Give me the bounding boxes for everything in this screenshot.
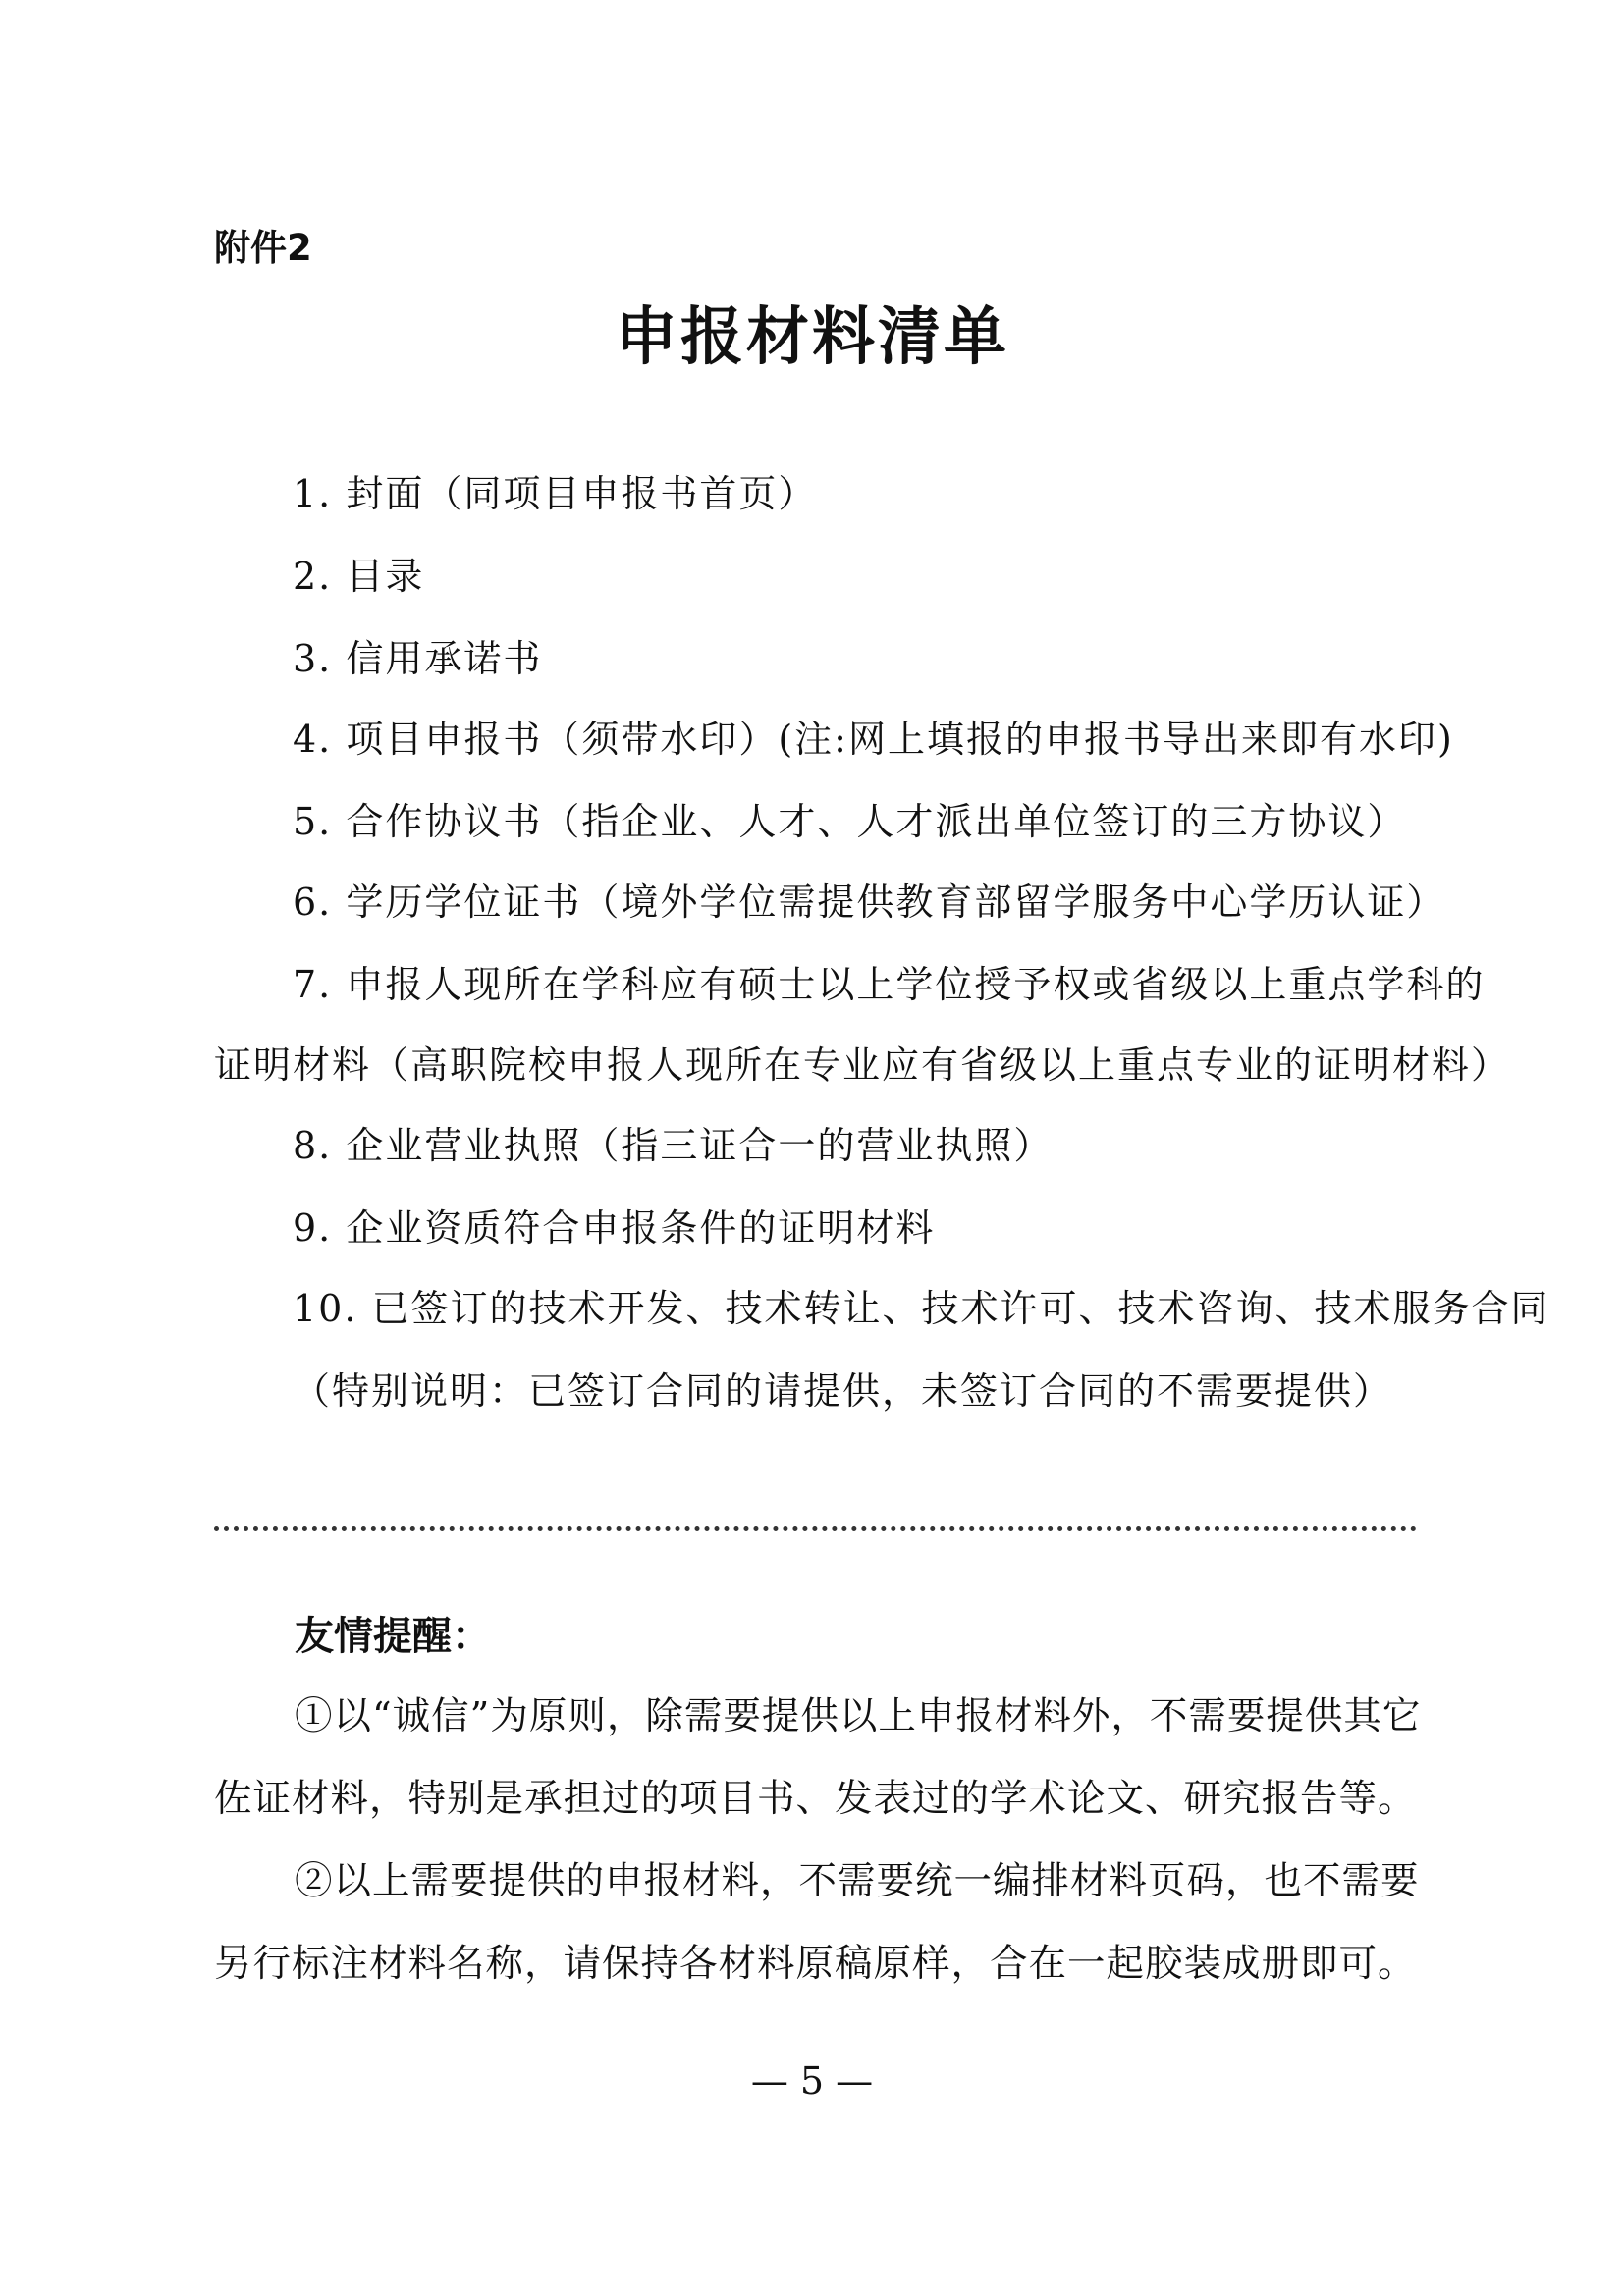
- list-item-10-note: （特别说明：已签订合同的请提供，未签订合同的不需要提供）: [293, 1369, 1393, 1413]
- reminder-line-4: 另行标注材料名称，请保持各材料原稿原样，合在一起胶装成册即可。: [214, 1942, 1417, 1986]
- reminder-title: 友情提醒：: [295, 1613, 491, 1659]
- dotted-separator: [214, 1526, 1417, 1531]
- reminder-line-3: ②以上需要提供的申报材料，不需要统一编排材料页码，也不需要: [295, 1859, 1420, 1903]
- document-title: 申报材料清单: [615, 300, 1009, 374]
- attachment-label: 附件2: [214, 227, 312, 269]
- page-number: — 5 —: [750, 2059, 874, 2103]
- list-item-6: 6. 学历学位证书（境外学位需提供教育部留学服务中心学历认证）: [293, 881, 1446, 924]
- list-item-9: 9. 企业资质符合申报条件的证明材料: [293, 1206, 936, 1250]
- list-item-7: 7. 申报人现所在学科应有硕士以上学位授予权或省级以上重点学科的: [293, 963, 1486, 1006]
- list-item-4: 4. 项目申报书（须带水印）(注:网上填报的申报书导出来即有水印): [293, 718, 1454, 761]
- list-item-7-continued: 证明材料（高职院校申报人现所在专业应有省级以上重点专业的证明材料）: [214, 1043, 1511, 1087]
- list-item-2: 2. 目录: [293, 555, 425, 598]
- list-item-5: 5. 合作协议书（指企业、人才、人才派出单位签订的三方协议）: [293, 800, 1407, 843]
- list-item-8: 8. 企业营业执照（指三证合一的营业执照）: [293, 1124, 1054, 1167]
- reminder-line-2: 佐证材料，特别是承担过的项目书、发表过的学术论文、研究报告等。: [214, 1777, 1417, 1821]
- list-item-10: 10. 已签订的技术开发、技术转让、技术许可、技术咨询、技术服务合同: [293, 1287, 1550, 1330]
- reminder-line-1: ①以“诚信”为原则，除需要提供以上申报材料外，不需要提供其它: [295, 1694, 1422, 1738]
- list-item-1: 1. 封面（同项目申报书首页）: [293, 472, 818, 515]
- list-item-3: 3. 信用承诺书: [293, 637, 543, 680]
